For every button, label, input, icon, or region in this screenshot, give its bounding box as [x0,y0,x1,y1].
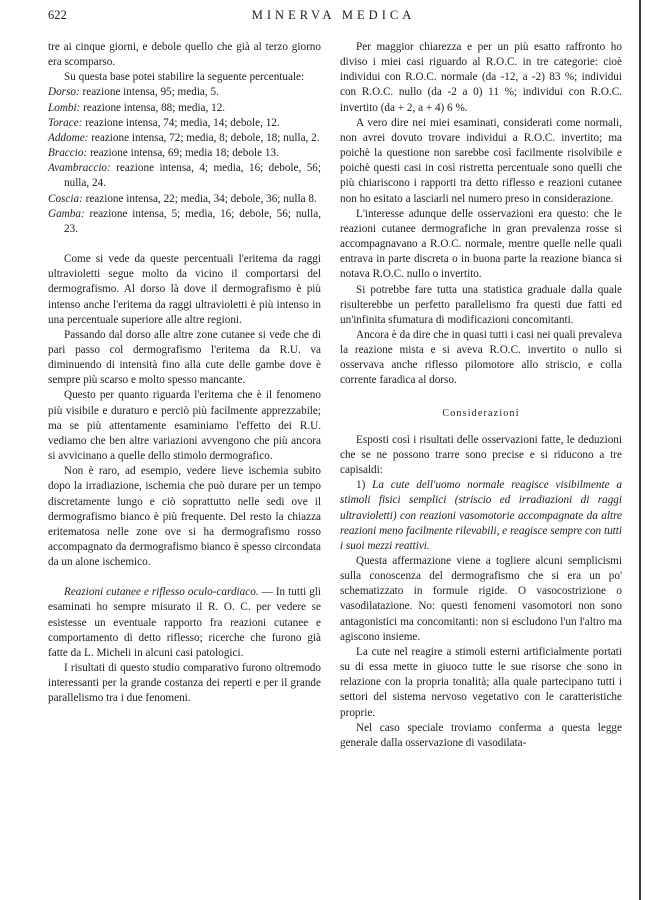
region-values: reazione intensa, 72; media, 8; debole, 18; nulla, 2. [88,131,320,144]
list-item [48,161,321,191]
paragraph: Reazioni cutanee e riflesso oculo-cardiaco. — In tutti gli esaminati ho sempre misurato il R. O. C. per vedere se esistesse un eventuale rapporto fra reazioni cutanee e comportamento di detto riflesso; ricerche che furono già fatte da L. Micheli in alcuni casi patologici. [48,586,322,659]
region-label: Avambraccio: [48,162,111,175]
paragraph: Per maggior chiarezza e per un più esatto raffronto ho diviso i miei casi riguardo al R.O.C. in tre categorie: cioè individui con R.O.C. normale (da -12, a -2) 83 %; individui con R.O.C. nullo (da -2 a 0) 11 %; individui con R.O.C. invertito (da + 2, a + 4) 6 %. [340,41,622,114]
page-edge-rule [639,0,641,900]
list-item [48,146,321,161]
region-values: reazione intensa, 95; media, 5. [79,86,219,99]
list-item [48,207,321,237]
paragraph: Si potrebbe fare tutta una statistica graduale dalla quale risulterebbe un perfetto parallelismo fra questi due fatti ed un'infinita sfumatura di modificazioni concomitanti. [340,283,622,326]
paragraph: tre ai cinque giorni, e debole quello che già al terzo giorno era scomparso. [48,41,321,69]
page-number: 622 [48,8,67,22]
paragraph [340,478,622,554]
list-item [48,85,321,100]
paragraph: Su questa base potei stabilire la seguente percentuale: [64,71,305,84]
region-values: reazione intensa, 88; media, 12. [80,101,226,114]
page-header [48,8,619,28]
paragraph: Questo per quanto riguarda l'eritema che è il fenomeno più visibile e duraturo e perciò più facilmente apprezzabile; ma se più attentamente esaminiamo l'effetto dei R.U. vediamo che ben altre variazioni avvengono che più ancora si avvicinano a quelle dello stimolo dermografico. [48,389,321,463]
list-item [48,101,321,116]
list-item [48,116,321,131]
point-number: 1) [356,479,373,492]
region-label: Gamba: [48,207,85,220]
left-column [48,40,321,707]
percentage-list [48,85,321,237]
paragraph: A vero dire nei miei esaminati, considerati come normali, non avrei dovuto trovare individui a R.O.C. invertito; ma poichè la questione non sarebbe così facilmente risolvibile e poichè questi casi in così ristretta percentuale sono quelli che più chiariscono i rapporti tra detto riflesso e reazioni cutanee non ho esitato a lasciarli nel numero preso in considerazione. [340,116,622,205]
point-text: La cute dell'uomo normale reagisce visibilmente a stimoli fisici semplici (striscio ed irradiazioni di raggi ultravioletti) con reazioni vasomotorie accompagnate da altre reazioni meno facilmente rilevabili, e reagisce sempre con tutti i suoi mezzi reattivi. [340,479,623,552]
region-values: reazione intensa, 22; media, 34; debole, 36; nulla 8. [82,192,317,205]
paragraph: Non è raro, ad esempio, vedere lieve ischemia subito dopo la irradiazione, ischemia che può durare per un tempo discretamente lungo e ciò soprattutto nelle sedi ove il dermografismo bianco è più frequente. Del resto la chiazza eritematosa nelle zone ove si ha dermografismo rosso accompagnato da dermografismo bianco è spesso circondata da un alone ischemico. [48,465,321,569]
region-values: reazione intensa, 69; media 18; debole 13. [87,147,279,160]
paragraph: Questa affermazione viene a togliere alcuni semplicismi sulla conoscenza del dermografismo che si era un po' schematizzato in formule rigide. O vasocostrizione o vasodilatazione. No: questi fenomeni vasomotori non sono antagonistici ma concomitanti: non si escludono l'un l'altro ma agiscono insieme. [340,555,622,643]
subsection-heading: Reazioni cutanee e riflesso oculo-cardiaco. [64,586,259,599]
region-values: reazione intensa, 5; media, 16; debole, 56; nulla, 23. [64,207,321,235]
section-heading: Considerazioni [442,407,520,419]
region-label: Addome: [48,131,89,144]
region-label: Braccio: [48,147,88,160]
paragraph: Esposti così i risultati delle osservazioni fatte, le deduzioni che se ne possono trarre sono precise e si riducono a tre capisaldi: [340,433,622,477]
region-values: reazione intensa, 4; media, 16; debole, 56; nulla, 24. [64,162,321,190]
paragraph: I risultati di questo studio comparativo furono oltremodo interessanti per la grande costanza dei reperti e per il grande parallelismo tra i due fenomeni. [48,662,321,705]
paragraph: L'interesse adunque delle osservazioni era questo: che le reazioni cutanee dermografiche in gran prevalenza rosse si accompagnavano a R.O.C. normale, mentre quelle nelle quali entrava in parte discreta o in buona parte la reazione bianca si notava R.O.C. nullo o invertito. [340,207,622,281]
list-item [48,131,321,146]
paragraph: Ancora è da dire che in quasi tutti i casi nei quali prevaleva la reazione mista e si aveva R.O.C. invertito o nullo si osservava anche riflesso pilomotore allo striscio, e colla corrente faradica al dorso. [340,328,622,387]
region-label: Coscia: [48,192,83,205]
region-values: reazione intensa, 74; media, 14; debole, 12. [82,116,280,129]
region-label: Torace: [48,116,83,129]
paragraph: La cute nel reagire a stimoli esterni artificialmente portati su di essa mette in giuoco tutte le sue risorse che sono in relazione con la propria tonalità; alla quale partecipano tutti i settori del sistema nervoso vegetativo con le caratteristiche proprie. [340,645,622,719]
paragraph: Nel caso speciale troviamo conferma a questa legge generale dalla osservazione di vasodilata- [340,721,622,749]
region-label: Dorso: [48,86,80,99]
list-item [48,192,321,207]
paragraph: Passando dal dorso alle altre zone cutanee si vede che di pari passo col dermografismo l'eritema da R.U. va diminuendo di intensità fino alla cute delle gambe dove è sempre più scarso e molto spesso mancante. [48,328,321,387]
region-label: Lombi: [48,101,81,114]
paragraph: Come si vede da queste percentuali l'eritema da raggi ultravioletti segue molto da vicino il comportarsi del dermografismo. Al dorso là dove il dermografismo è più intenso anche l'eritema da raggi ultravioletti è più intenso in una percentuale superiore alle altre regioni. [48,253,321,326]
right-column [340,40,622,751]
running-title: MINERVA MEDICA [251,8,416,22]
